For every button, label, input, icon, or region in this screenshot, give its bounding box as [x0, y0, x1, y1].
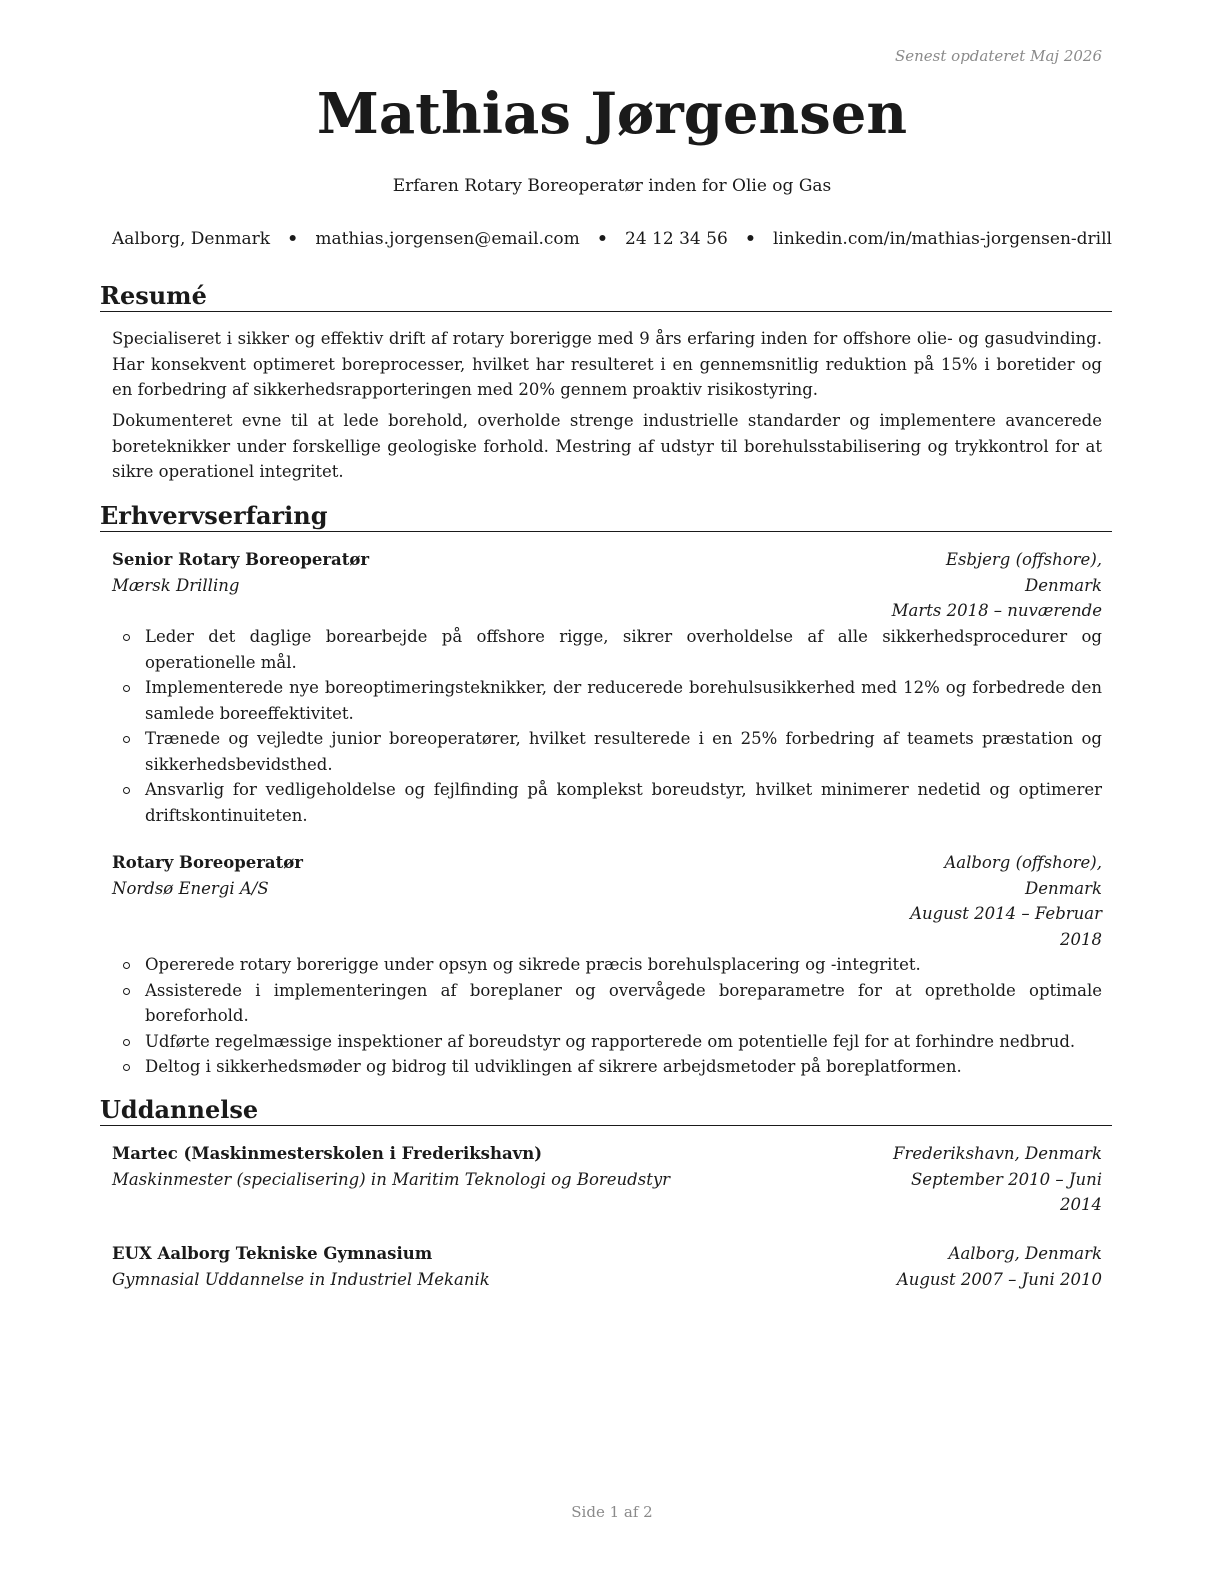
education-entry — [112, 1241, 1102, 1292]
education-entry — [112, 1141, 1102, 1214]
education-dates: August 2007 – Juni 2010 — [896, 1269, 1102, 1289]
contact-email[interactable]: mathias.jorgensen@email.com — [315, 229, 580, 249]
job-role: Rotary Boreoperatør — [112, 853, 303, 872]
job-bullet: Ansvarlig for vedligeholdelse og fejlfinding på komplekst boreudstyr, hvilket minimerer nedetid og optimerer driftskontinuiteten. — [112, 777, 1102, 828]
contact-phone[interactable]: 24 12 34 56 — [625, 229, 728, 249]
section-title-experience: Erhvervserfaring — [100, 501, 1112, 532]
candidate-headline: Erfaren Rotary Boreoperatør inden for Olie og Gas — [392, 176, 832, 196]
section-title-education: Uddannelse — [100, 1095, 1112, 1126]
school-name: EUX Aalborg Tekniske Gymnasium — [112, 1244, 433, 1263]
job-entry — [112, 547, 1102, 620]
school-location: Aalborg, Denmark — [948, 1244, 1102, 1263]
section-title-summary: Resumé — [100, 281, 1112, 312]
summary-paragraph: Specialiseret i sikker og effektiv drift af rotary borerigge med 9 års erfaring inden for offshore olie- og gasudvinding. Har konsekvent optimeret boreprocesser, hvilket har resulteret i en gennemsnitlig reduktion på 15% i boretider og en forbedring af sikkerhedsrapporteringen med 20% gennem proaktiv risikostyring. — [112, 329, 1102, 399]
education-dates: September 2010 – Juni 2014 — [910, 1169, 1102, 1214]
job-company: Mærsk Drilling — [112, 575, 240, 595]
job-bullet: Trænede og vejledte junior boreoperatører, hvilket resulterede i en 25% forbedring af teamets præstation og sikkerhedsbevidsthed. — [112, 726, 1102, 777]
contact-linkedin[interactable]: linkedin.com/in/mathias-jorgensen-drill — [772, 229, 1112, 249]
job-bullets — [112, 952, 1102, 1080]
contact-line — [112, 229, 1112, 249]
summary-paragraph: Dokumenteret evne til at lede borehold, overholde strenge industrielle standarder og implementere avancerede boreteknikker under forskellige geologiske forhold. Mestring af udstyr til borehulsstabilisering og trykkontrol for at sikre operationel integritet. — [112, 411, 1102, 481]
job-bullet: Leder det daglige borearbejde på offshore rigge, sikrer overholdelse af alle sikkerhedsprocedurer og operationelle mål. — [112, 624, 1102, 675]
job-meta — [868, 850, 1102, 952]
school-name: Martec (Maskinmesterskolen i Frederikshavn) — [112, 1144, 543, 1163]
job-location: Esbjerg (offshore), Denmark — [945, 550, 1102, 595]
job-bullet: Udførte regelmæssige inspektioner af boreudstyr og rapporterede om potentielle fejl for at forhindre nedbrud. — [112, 1029, 1102, 1055]
job-bullet: Opererede rotary borerigge under opsyn og sikrede præcis borehulsplacering og -integritet. — [112, 952, 1102, 978]
education-meta — [868, 1141, 1102, 1218]
contact-separator: • — [287, 229, 299, 249]
contact-separator: • — [596, 229, 608, 249]
job-bullets — [112, 624, 1102, 828]
job-bullet: Deltog i sikkerhedsmøder og bidrog til udviklingen af sikrere arbejdsmetoder på boreplatformen. — [112, 1054, 1102, 1080]
last-updated-note: Senest opdateret Maj 2026 — [894, 47, 1102, 65]
degree: Maskinmester (specialisering) in Maritim Teknologi og Boreudstyr — [112, 1169, 671, 1189]
job-location: Aalborg (offshore), Denmark — [944, 853, 1102, 898]
job-role: Senior Rotary Boreoperatør — [112, 550, 370, 569]
education-meta — [868, 1241, 1102, 1292]
job-dates: August 2014 – Februar 2018 — [910, 904, 1102, 949]
job-bullet: Assisterede i implementeringen af boreplaner og overvågede boreparametre for at opretholde optimale boreforhold. — [112, 978, 1102, 1029]
school-location: Frederikshavn, Denmark — [893, 1144, 1102, 1163]
job-company: Nordsø Energi A/S — [112, 878, 269, 898]
contact-separator: • — [744, 229, 756, 249]
page-number: Side 1 af 2 — [571, 1503, 653, 1521]
job-dates: Marts 2018 – nuværende — [891, 601, 1102, 620]
candidate-name: Mathias Jørgensen — [316, 81, 908, 147]
job-bullet: Implementerede nye boreoptimeringsteknikker, der reducerede borehulsusikkerhed med 12% og forbedrede den samlede boreeffektivitet. — [112, 675, 1102, 726]
degree: Gymnasial Uddannelse in Industriel Mekanik — [112, 1269, 490, 1289]
job-meta — [868, 547, 1102, 624]
contact-location: Aalborg, Denmark — [112, 229, 271, 249]
job-entry — [112, 850, 1102, 949]
